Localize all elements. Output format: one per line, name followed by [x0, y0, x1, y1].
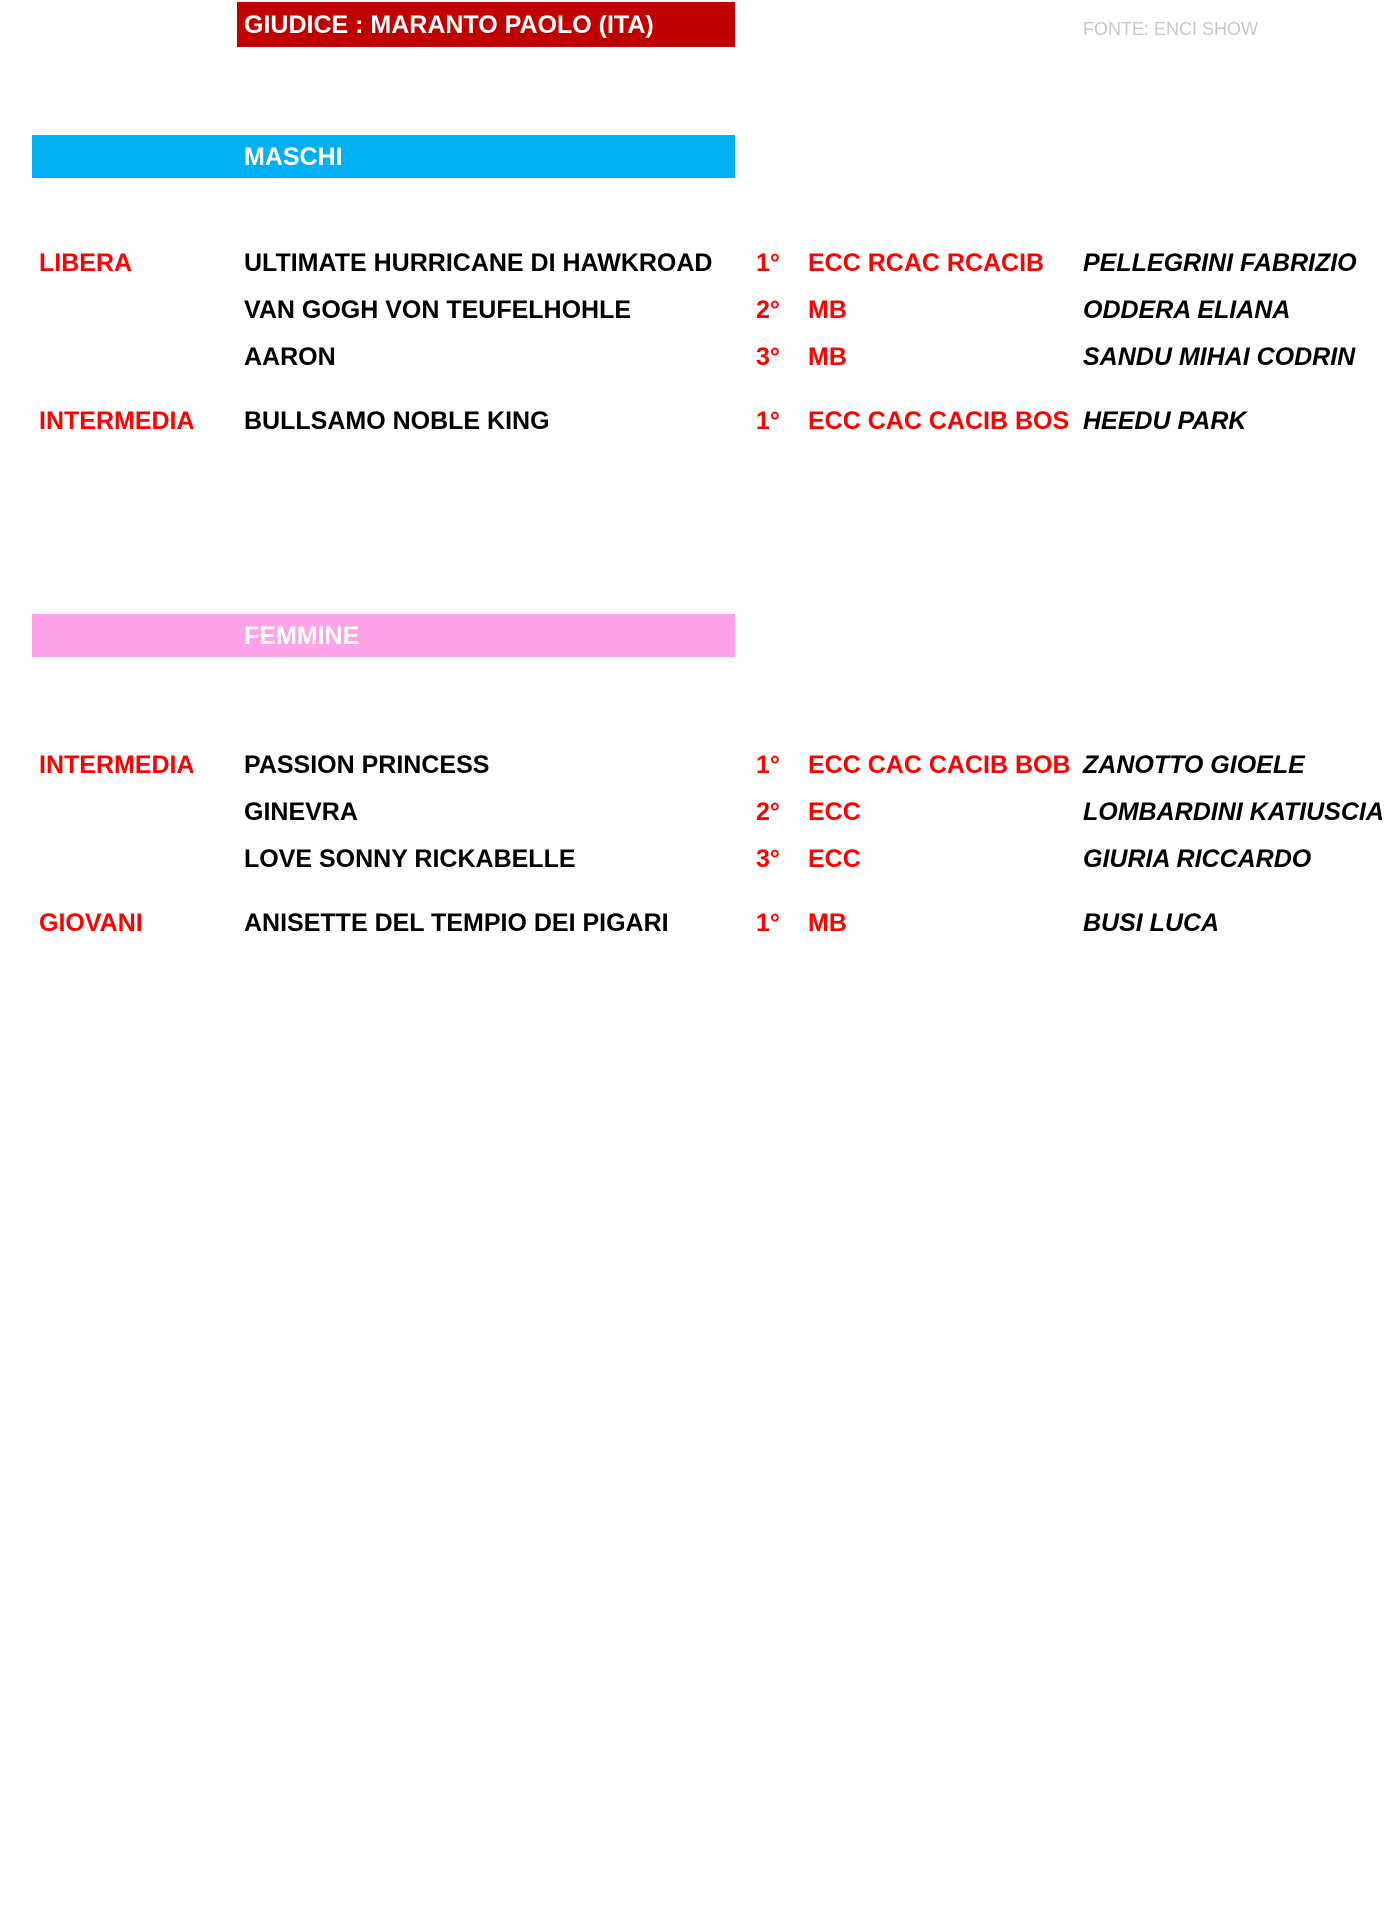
owner-name: LOMBARDINI KATIUSCIA [1083, 798, 1384, 826]
owner-name: ODDERA ELIANA [1083, 296, 1291, 324]
dog-name: LOVE SONNY RICKABELLE [244, 845, 576, 873]
dog-name: ANISETTE DEL TEMPIO DEI PIGARI [244, 909, 669, 937]
placement: 2° [756, 296, 780, 324]
award: MB [808, 909, 847, 937]
owner-name: SANDU MIHAI CODRIN [1083, 343, 1356, 371]
males-section-banner [32, 135, 735, 178]
owner-name: PELLEGRINI FABRIZIO [1083, 249, 1357, 277]
award: ECC RCAC RCACIB [808, 249, 1045, 277]
award: ECC CAC CACIB BOS [808, 407, 1070, 435]
females-section-banner [32, 614, 735, 657]
placement: 1° [756, 751, 780, 779]
females-section-title: FEMMINE [244, 622, 360, 650]
dog-name: AARON [244, 343, 336, 371]
class-name: LIBERA [39, 249, 133, 277]
placement: 1° [756, 407, 780, 435]
placement: 1° [756, 249, 780, 277]
dog-name: ULTIMATE HURRICANE DI HAWKROAD [244, 249, 713, 277]
dog-name: BULLSAMO NOBLE KING [244, 407, 550, 435]
dog-name: GINEVRA [244, 798, 358, 826]
award: ECC [808, 845, 861, 873]
dog-name: VAN GOGH VON TEUFELHOHLE [244, 296, 632, 324]
award: ECC CAC CACIB BOB [808, 751, 1071, 779]
males-section-title: MASCHI [244, 143, 343, 171]
owner-name: BUSI LUCA [1083, 909, 1220, 937]
placement: 3° [756, 845, 780, 873]
owner-name: GIURIA RICCARDO [1083, 845, 1312, 873]
class-name: INTERMEDIA [39, 407, 195, 435]
placement: 3° [756, 343, 780, 371]
dog-name: PASSION PRINCESS [244, 751, 490, 779]
source-note: FONTE: ENCI SHOW [1083, 19, 1258, 39]
placement: 2° [756, 798, 780, 826]
class-name: GIOVANI [39, 909, 143, 937]
award: ECC [808, 798, 861, 826]
award: MB [808, 343, 847, 371]
placement: 1° [756, 909, 780, 937]
owner-name: ZANOTTO GIOELE [1083, 751, 1305, 779]
judge-title: GIUDICE : MARANTO PAOLO (ITA) [244, 11, 654, 39]
award: MB [808, 296, 847, 324]
class-name: INTERMEDIA [39, 751, 195, 779]
owner-name: HEEDU PARK [1083, 407, 1247, 435]
